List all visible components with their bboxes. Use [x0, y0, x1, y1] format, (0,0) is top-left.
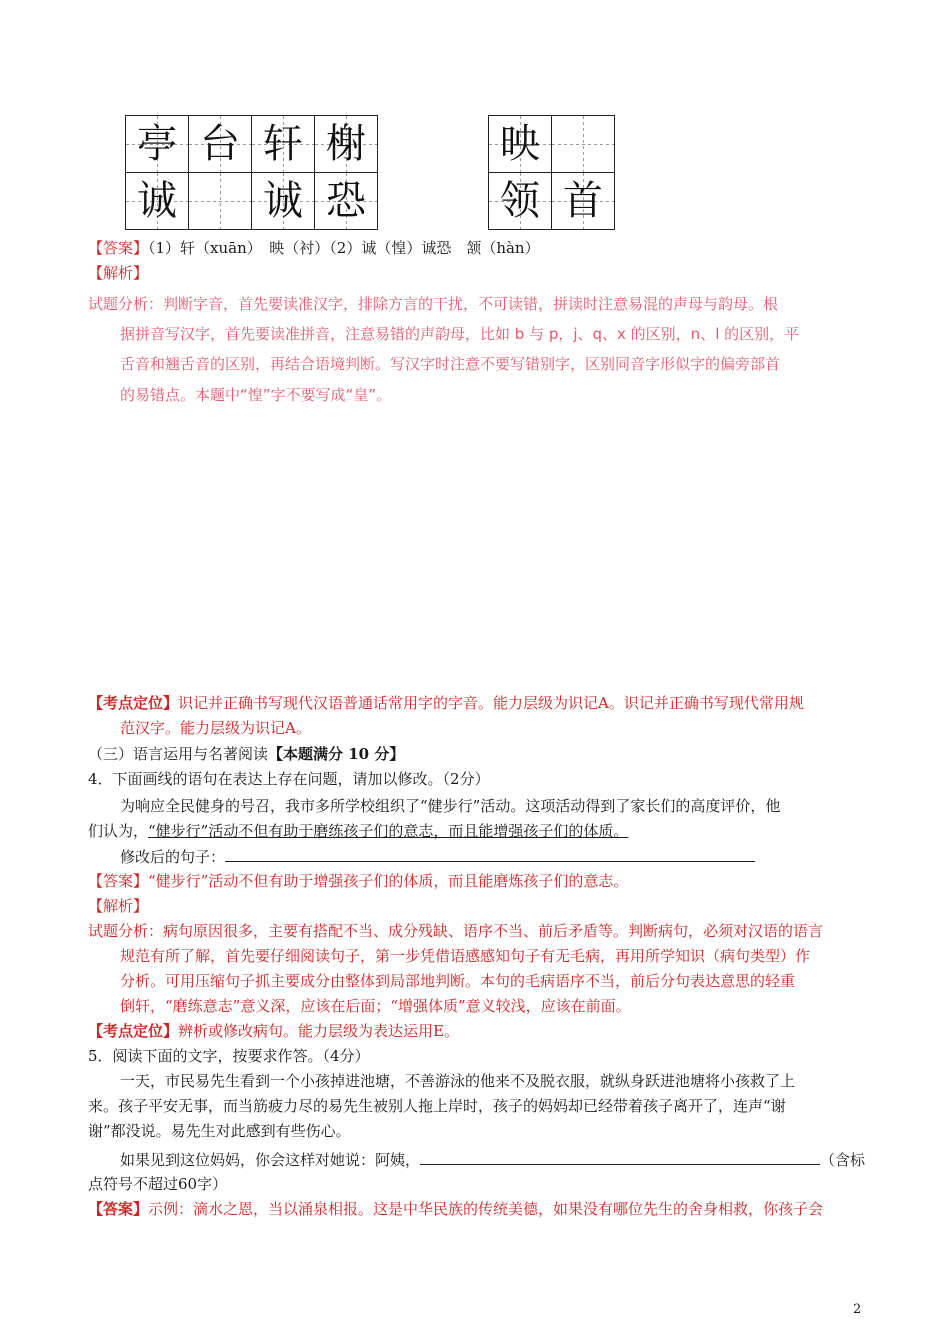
- q3-analysis-line: 的易错点。本题中“惶”字不要写成“皇”。: [120, 386, 392, 404]
- grid-cell: 诚: [252, 173, 315, 230]
- answer-text: （1）轩（xuān） 映（衬）（2）诚（惶）诚恐 颔（hàn）: [148, 239, 540, 257]
- grid-cell: 恐: [315, 173, 378, 230]
- section-title-score: 【本题满分 10 分】: [268, 745, 405, 763]
- q4-analysis-line: 规范有所了解，首先要仔细阅读句子，第一步凭借语感感知句子有无毛病，再用所学知识（病句类型）作: [120, 947, 811, 965]
- character-grid-right: [488, 115, 615, 230]
- q5-para: 一天，市民易先生看到一个小孩掉进池塘，不善游泳的他来不及脱衣服，就纵身跃进池塘将小孩救了上: [120, 1072, 796, 1090]
- q5-prompt-cont: 点符号不超过60字）: [88, 1175, 228, 1193]
- q4-analysis-line: 试题分析：病句原因很多，主要有搭配不当、成分残缺、语序不当、前后矛盾等。判断病句，必须对汉语的语言: [88, 922, 824, 940]
- q5-prompt-prefix: 如果见到这位妈妈，你会这样对她说：阿姨，: [120, 1151, 421, 1169]
- q4-stem: 4．下面画线的语句在表达上存在问题，请加以修改。（2分）: [88, 770, 490, 788]
- page-number: 2: [853, 1302, 862, 1317]
- grid-cell: 台: [189, 116, 252, 173]
- q3-analysis-line: 试题分析：判断字音，首先要读准汉字，排除方言的干扰，不可读错，拼读时注意易混的声母与韵母。根: [88, 295, 779, 313]
- point-tag: 【考点定位】: [88, 694, 179, 712]
- q4-analysis-tag: 【解析】: [88, 897, 149, 915]
- q3-analysis-line: 舌音和翘舌音的区别，再结合语境判断。写汉字时注意不要写错别字，区别同音字形似字的偏旁部首: [120, 355, 781, 373]
- q5-prompt: [120, 1148, 900, 1171]
- q5-stem: 5．阅读下面的文字，按要求作答。（4分）: [88, 1047, 370, 1065]
- q4-revised: [120, 845, 900, 868]
- point-text: 辨析或修改病句。能力层级为表达运用E。: [178, 1022, 459, 1040]
- grid-cell: 诚: [126, 173, 189, 230]
- answer-text: 示例：滴水之恩，当以涌泉相报。这是中华民族的传统美德，如果没有哪位先生的舍身相救，你孩子会: [148, 1200, 824, 1218]
- q4-point: [88, 1020, 868, 1042]
- grid-cell: 轩: [252, 116, 315, 173]
- q3-analysis-tag: 【解析】: [88, 264, 149, 282]
- q4-analysis-line: 分析。可用压缩句子抓主要成分由整体到局部地判断。本句的毛病语序不当，前后分句表达意思的轻重: [120, 972, 796, 990]
- revised-label: 修改后的句子：: [120, 848, 226, 866]
- grid-cell: 领: [489, 173, 552, 230]
- grid-cell: [552, 116, 615, 173]
- section-title-prefix: （三）语言运用与名著阅读: [88, 745, 269, 763]
- q5-answer: [88, 1198, 868, 1220]
- answer-blank[interactable]: [225, 845, 755, 862]
- character-grid-left: [125, 115, 378, 230]
- q4-para-2: [88, 820, 868, 842]
- section-title: [88, 743, 868, 765]
- grid-cell: 亭: [126, 116, 189, 173]
- q5-prompt-suffix: （含标: [820, 1151, 866, 1169]
- q4-para: 为响应全民健身的号召，我市多所学校组织了“健步行”活动。这项活动得到了家长们的高度评价，他: [120, 797, 781, 815]
- grid-cell: 首: [552, 173, 615, 230]
- grid-cell: [189, 173, 252, 230]
- point-text: 识记并正确书写现代汉语普通话常用字的字音。能力层级为识记A。识记并正确书写现代常用规: [178, 694, 804, 712]
- q5-para: 谢”都没说。易先生对此感到有些伤心。: [88, 1122, 351, 1140]
- q3-point-cont: 范汉字。能力层级为识记A。: [120, 719, 311, 737]
- answer-blank[interactable]: [420, 1148, 820, 1165]
- q4-para-prefix: 们认为，: [88, 822, 149, 840]
- q4-analysis-line: 倒轩，“磨练意志”意义深，应该在后面；“增强体质”意义较浅，应该在前面。: [120, 997, 631, 1015]
- answer-text: “健步行”活动不但有助于增强孩子们的体质，而且能磨炼孩子们的意志。: [148, 872, 629, 890]
- q3-point: [88, 692, 868, 714]
- answer-tag: 【答案】: [88, 239, 149, 257]
- q3-analysis-line: 据拼音写汉字，首先要读准拼音，注意易错的声韵母，比如 b 与 p，j、q、x 的区别，n、l 的区别，平: [120, 325, 800, 343]
- grid-cell: 榭: [315, 116, 378, 173]
- grid-cell: 映: [489, 116, 552, 173]
- q4-answer: [88, 870, 868, 892]
- answer-tag: 【答案】: [88, 872, 149, 890]
- q5-para: 来。孩子平安无事，而当筋疲力尽的易先生被别人拖上岸时，孩子的妈妈却已经带着孩子离开了，连声“谢: [88, 1097, 786, 1115]
- answer-tag: 【答案】: [88, 1200, 149, 1218]
- q3-answer: [88, 237, 868, 259]
- point-tag: 【考点定位】: [88, 1022, 179, 1040]
- q4-underlined-sentence: “健步行”活动不但有助于磨练孩子们的意志，而且能增强孩子们的体质。: [148, 822, 629, 840]
